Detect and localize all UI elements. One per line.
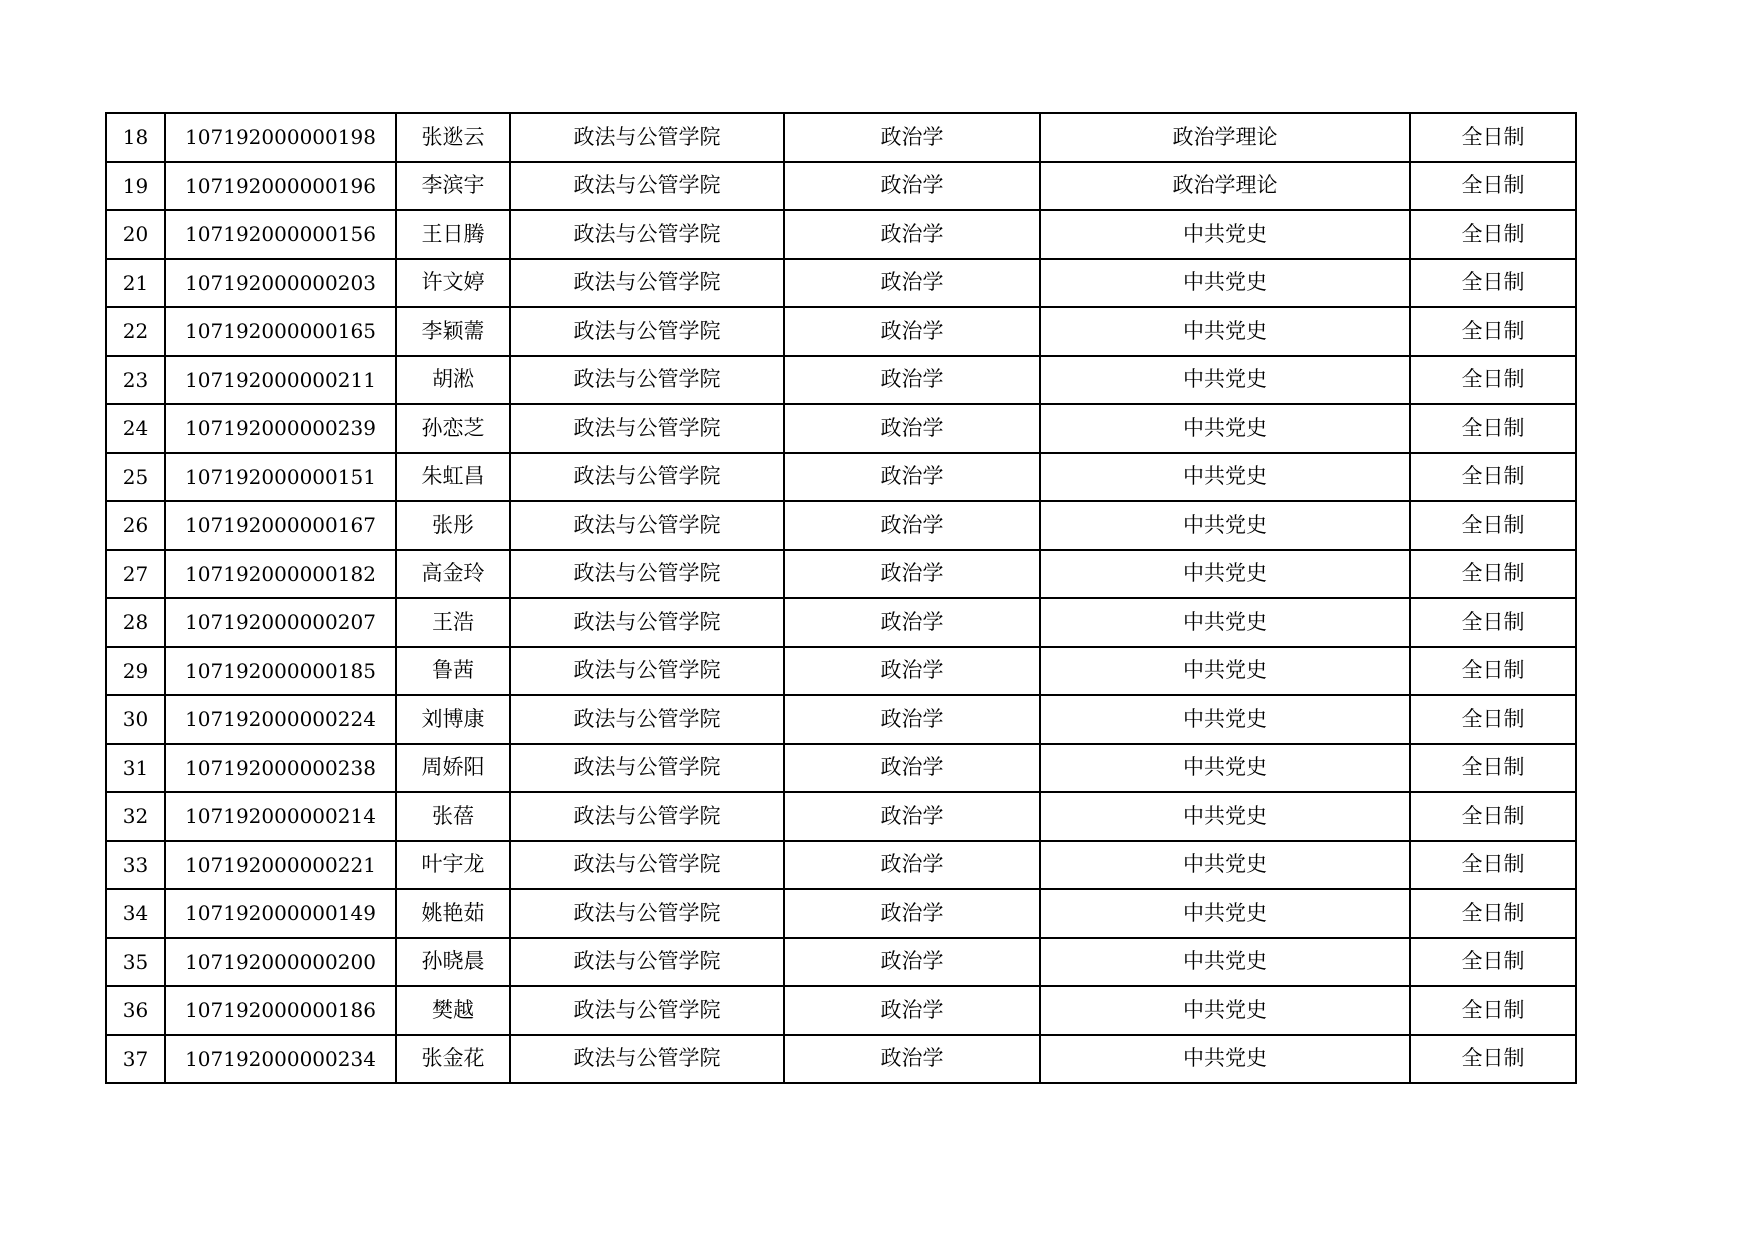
student-name-cell: 胡淞 — [396, 356, 510, 405]
study-mode-cell: 全日制 — [1410, 1035, 1576, 1084]
table-row — [106, 356, 1576, 405]
student-name-cell: 孙晓晨 — [396, 938, 510, 987]
roster-body — [106, 113, 1576, 1083]
major-cell: 中共党史 — [1040, 598, 1410, 647]
table-row — [106, 307, 1576, 356]
student-name-cell: 李滨宇 — [396, 162, 510, 211]
discipline-cell: 政治学 — [784, 550, 1040, 599]
table-row — [106, 550, 1576, 599]
row-number-cell: 36 — [106, 986, 165, 1035]
table-row — [106, 598, 1576, 647]
discipline-cell: 政治学 — [784, 744, 1040, 793]
discipline-cell: 政治学 — [784, 986, 1040, 1035]
student-id-cell: 107192000000165 — [165, 307, 396, 356]
college-cell: 政法与公管学院 — [510, 841, 784, 890]
major-cell: 中共党史 — [1040, 307, 1410, 356]
discipline-cell: 政治学 — [784, 841, 1040, 890]
student-id-cell: 107192000000221 — [165, 841, 396, 890]
table-row — [106, 453, 1576, 502]
row-number-cell: 25 — [106, 453, 165, 502]
table-row — [106, 647, 1576, 696]
student-id-cell: 107192000000182 — [165, 550, 396, 599]
row-number-cell: 34 — [106, 889, 165, 938]
discipline-cell: 政治学 — [784, 501, 1040, 550]
discipline-cell: 政治学 — [784, 792, 1040, 841]
college-cell: 政法与公管学院 — [510, 210, 784, 259]
discipline-cell: 政治学 — [784, 938, 1040, 987]
study-mode-cell: 全日制 — [1410, 550, 1576, 599]
student-name-cell: 朱虹昌 — [396, 453, 510, 502]
student-id-cell: 107192000000151 — [165, 453, 396, 502]
discipline-cell: 政治学 — [784, 647, 1040, 696]
discipline-cell: 政治学 — [784, 889, 1040, 938]
student-id-cell: 107192000000239 — [165, 404, 396, 453]
student-id-cell: 107192000000214 — [165, 792, 396, 841]
student-id-cell: 107192000000207 — [165, 598, 396, 647]
discipline-cell: 政治学 — [784, 259, 1040, 308]
row-number-cell: 32 — [106, 792, 165, 841]
study-mode-cell: 全日制 — [1410, 986, 1576, 1035]
table-row — [106, 938, 1576, 987]
major-cell: 中共党史 — [1040, 259, 1410, 308]
row-number-cell: 21 — [106, 259, 165, 308]
study-mode-cell: 全日制 — [1410, 889, 1576, 938]
student-name-cell: 刘博康 — [396, 695, 510, 744]
student-name-cell: 高金玲 — [396, 550, 510, 599]
major-cell: 中共党史 — [1040, 695, 1410, 744]
major-cell: 中共党史 — [1040, 647, 1410, 696]
student-name-cell: 张彤 — [396, 501, 510, 550]
college-cell: 政法与公管学院 — [510, 695, 784, 744]
student-id-cell: 107192000000200 — [165, 938, 396, 987]
college-cell: 政法与公管学院 — [510, 598, 784, 647]
major-cell: 中共党史 — [1040, 501, 1410, 550]
major-cell: 中共党史 — [1040, 453, 1410, 502]
college-cell: 政法与公管学院 — [510, 792, 784, 841]
student-id-cell: 107192000000186 — [165, 986, 396, 1035]
table-row — [106, 889, 1576, 938]
table-row — [106, 986, 1576, 1035]
discipline-cell: 政治学 — [784, 695, 1040, 744]
student-id-cell: 107192000000185 — [165, 647, 396, 696]
major-cell: 中共党史 — [1040, 356, 1410, 405]
discipline-cell: 政治学 — [784, 1035, 1040, 1084]
study-mode-cell: 全日制 — [1410, 695, 1576, 744]
row-number-cell: 29 — [106, 647, 165, 696]
major-cell: 中共党史 — [1040, 938, 1410, 987]
table-row — [106, 695, 1576, 744]
college-cell: 政法与公管学院 — [510, 356, 784, 405]
study-mode-cell: 全日制 — [1410, 404, 1576, 453]
major-cell: 政治学理论 — [1040, 113, 1410, 162]
student-name-cell: 周娇阳 — [396, 744, 510, 793]
row-number-cell: 30 — [106, 695, 165, 744]
row-number-cell: 24 — [106, 404, 165, 453]
student-name-cell: 姚艳茹 — [396, 889, 510, 938]
study-mode-cell: 全日制 — [1410, 113, 1576, 162]
college-cell: 政法与公管学院 — [510, 550, 784, 599]
major-cell: 中共党史 — [1040, 550, 1410, 599]
table-row — [106, 162, 1576, 211]
student-name-cell: 叶宇龙 — [396, 841, 510, 890]
table-row — [106, 210, 1576, 259]
table-row — [106, 259, 1576, 308]
college-cell: 政法与公管学院 — [510, 744, 784, 793]
row-number-cell: 27 — [106, 550, 165, 599]
table-row — [106, 841, 1576, 890]
major-cell: 中共党史 — [1040, 744, 1410, 793]
major-cell: 政治学理论 — [1040, 162, 1410, 211]
college-cell: 政法与公管学院 — [510, 501, 784, 550]
study-mode-cell: 全日制 — [1410, 307, 1576, 356]
row-number-cell: 23 — [106, 356, 165, 405]
major-cell: 中共党史 — [1040, 792, 1410, 841]
student-name-cell: 王浩 — [396, 598, 510, 647]
discipline-cell: 政治学 — [784, 453, 1040, 502]
college-cell: 政法与公管学院 — [510, 453, 784, 502]
college-cell: 政法与公管学院 — [510, 162, 784, 211]
major-cell: 中共党史 — [1040, 1035, 1410, 1084]
row-number-cell: 37 — [106, 1035, 165, 1084]
study-mode-cell: 全日制 — [1410, 356, 1576, 405]
discipline-cell: 政治学 — [784, 404, 1040, 453]
student-id-cell: 107192000000238 — [165, 744, 396, 793]
college-cell: 政法与公管学院 — [510, 259, 784, 308]
student-roster-table — [105, 112, 1577, 1084]
student-id-cell: 107192000000211 — [165, 356, 396, 405]
student-name-cell: 张蓓 — [396, 792, 510, 841]
study-mode-cell: 全日制 — [1410, 210, 1576, 259]
study-mode-cell: 全日制 — [1410, 598, 1576, 647]
discipline-cell: 政治学 — [784, 162, 1040, 211]
college-cell: 政法与公管学院 — [510, 889, 784, 938]
student-name-cell: 樊越 — [396, 986, 510, 1035]
major-cell: 中共党史 — [1040, 889, 1410, 938]
row-number-cell: 19 — [106, 162, 165, 211]
student-id-cell: 107192000000198 — [165, 113, 396, 162]
study-mode-cell: 全日制 — [1410, 501, 1576, 550]
discipline-cell: 政治学 — [784, 113, 1040, 162]
discipline-cell: 政治学 — [784, 210, 1040, 259]
table-row — [106, 792, 1576, 841]
row-number-cell: 26 — [106, 501, 165, 550]
student-name-cell: 张逖云 — [396, 113, 510, 162]
table-row — [106, 744, 1576, 793]
college-cell: 政法与公管学院 — [510, 113, 784, 162]
student-id-cell: 107192000000203 — [165, 259, 396, 308]
student-name-cell: 李颖薷 — [396, 307, 510, 356]
college-cell: 政法与公管学院 — [510, 986, 784, 1035]
discipline-cell: 政治学 — [784, 598, 1040, 647]
student-name-cell: 张金花 — [396, 1035, 510, 1084]
student-id-cell: 107192000000234 — [165, 1035, 396, 1084]
student-name-cell: 王日腾 — [396, 210, 510, 259]
college-cell: 政法与公管学院 — [510, 1035, 784, 1084]
discipline-cell: 政治学 — [784, 356, 1040, 405]
row-number-cell: 33 — [106, 841, 165, 890]
student-id-cell: 107192000000167 — [165, 501, 396, 550]
discipline-cell: 政治学 — [784, 307, 1040, 356]
student-name-cell: 许文婷 — [396, 259, 510, 308]
student-id-cell: 107192000000149 — [165, 889, 396, 938]
table-row — [106, 113, 1576, 162]
row-number-cell: 31 — [106, 744, 165, 793]
study-mode-cell: 全日制 — [1410, 744, 1576, 793]
student-name-cell: 鲁茜 — [396, 647, 510, 696]
study-mode-cell: 全日制 — [1410, 259, 1576, 308]
major-cell: 中共党史 — [1040, 404, 1410, 453]
college-cell: 政法与公管学院 — [510, 938, 784, 987]
study-mode-cell: 全日制 — [1410, 162, 1576, 211]
college-cell: 政法与公管学院 — [510, 404, 784, 453]
table-row — [106, 1035, 1576, 1084]
study-mode-cell: 全日制 — [1410, 841, 1576, 890]
row-number-cell: 22 — [106, 307, 165, 356]
row-number-cell: 35 — [106, 938, 165, 987]
row-number-cell: 18 — [106, 113, 165, 162]
major-cell: 中共党史 — [1040, 841, 1410, 890]
study-mode-cell: 全日制 — [1410, 647, 1576, 696]
student-id-cell: 107192000000224 — [165, 695, 396, 744]
major-cell: 中共党史 — [1040, 210, 1410, 259]
table-row — [106, 501, 1576, 550]
student-id-cell: 107192000000196 — [165, 162, 396, 211]
row-number-cell: 28 — [106, 598, 165, 647]
row-number-cell: 20 — [106, 210, 165, 259]
student-id-cell: 107192000000156 — [165, 210, 396, 259]
table-row — [106, 404, 1576, 453]
college-cell: 政法与公管学院 — [510, 647, 784, 696]
study-mode-cell: 全日制 — [1410, 938, 1576, 987]
college-cell: 政法与公管学院 — [510, 307, 784, 356]
student-name-cell: 孙恋芝 — [396, 404, 510, 453]
major-cell: 中共党史 — [1040, 986, 1410, 1035]
study-mode-cell: 全日制 — [1410, 792, 1576, 841]
study-mode-cell: 全日制 — [1410, 453, 1576, 502]
